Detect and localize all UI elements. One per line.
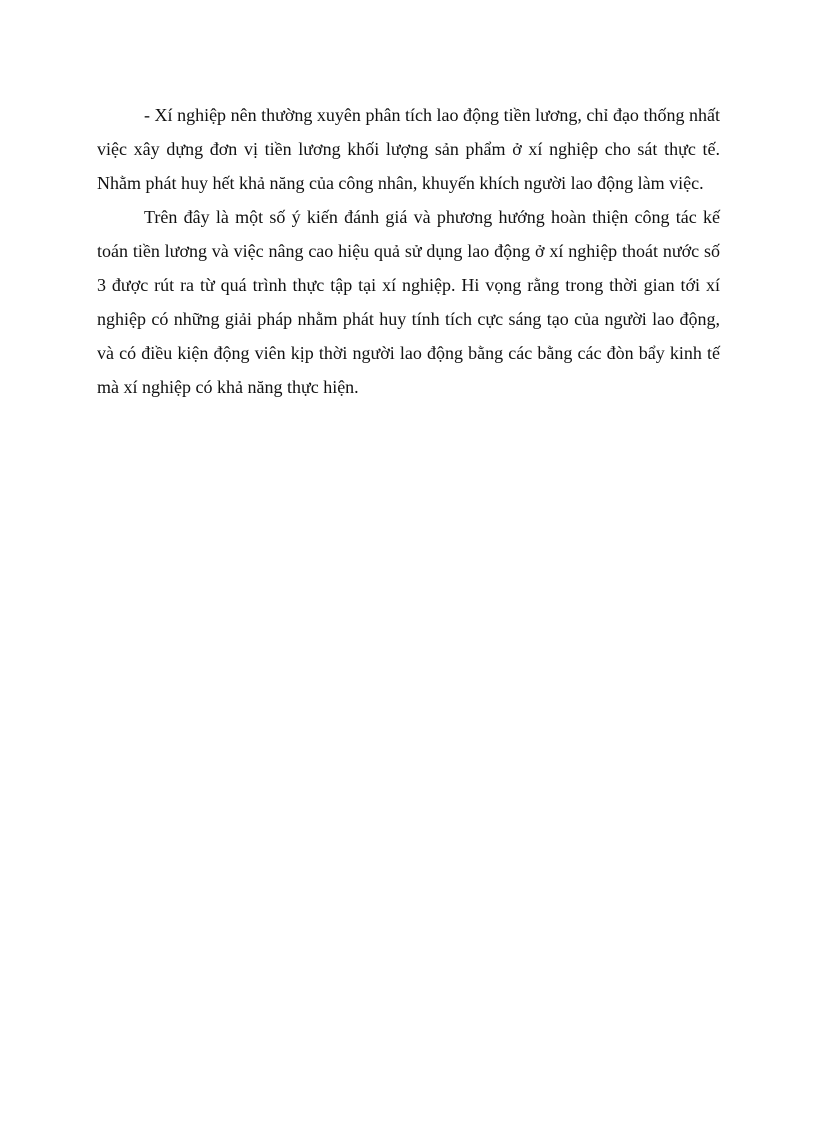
paragraph-recommendation: - Xí nghiệp nên thường xuyên phân tích lao động tiền lương, chỉ đạo thống nhất việc xây dựng đơn vị tiền lương khối lượng sản phẩm ở xí nghiệp cho sát thực tế. Nhằm phát huy hết khả năng của công nhân, khuyến khích người lao động làm việc.: [97, 105, 720, 193]
paragraph-conclusion: Trên đây là một số ý kiến đánh giá và phương hướng hoàn thiện công tác kế toán tiền lương và việc nâng cao hiệu quả sử dụng lao động ở xí nghiệp thoát nước số 3 được rút ra từ quá trình thực tập tại xí nghiệp. Hi vọng rằng trong thời gian tới xí nghiệp có những giải pháp nhằm phát huy tính tích cực sáng tạo của người lao động, và có điều kiện động viên kịp thời người lao động bằng các bằng các đòn bẩy kinh tế mà xí nghiệp có khả năng thực hiện.: [97, 207, 720, 397]
document-body: [97, 98, 720, 404]
